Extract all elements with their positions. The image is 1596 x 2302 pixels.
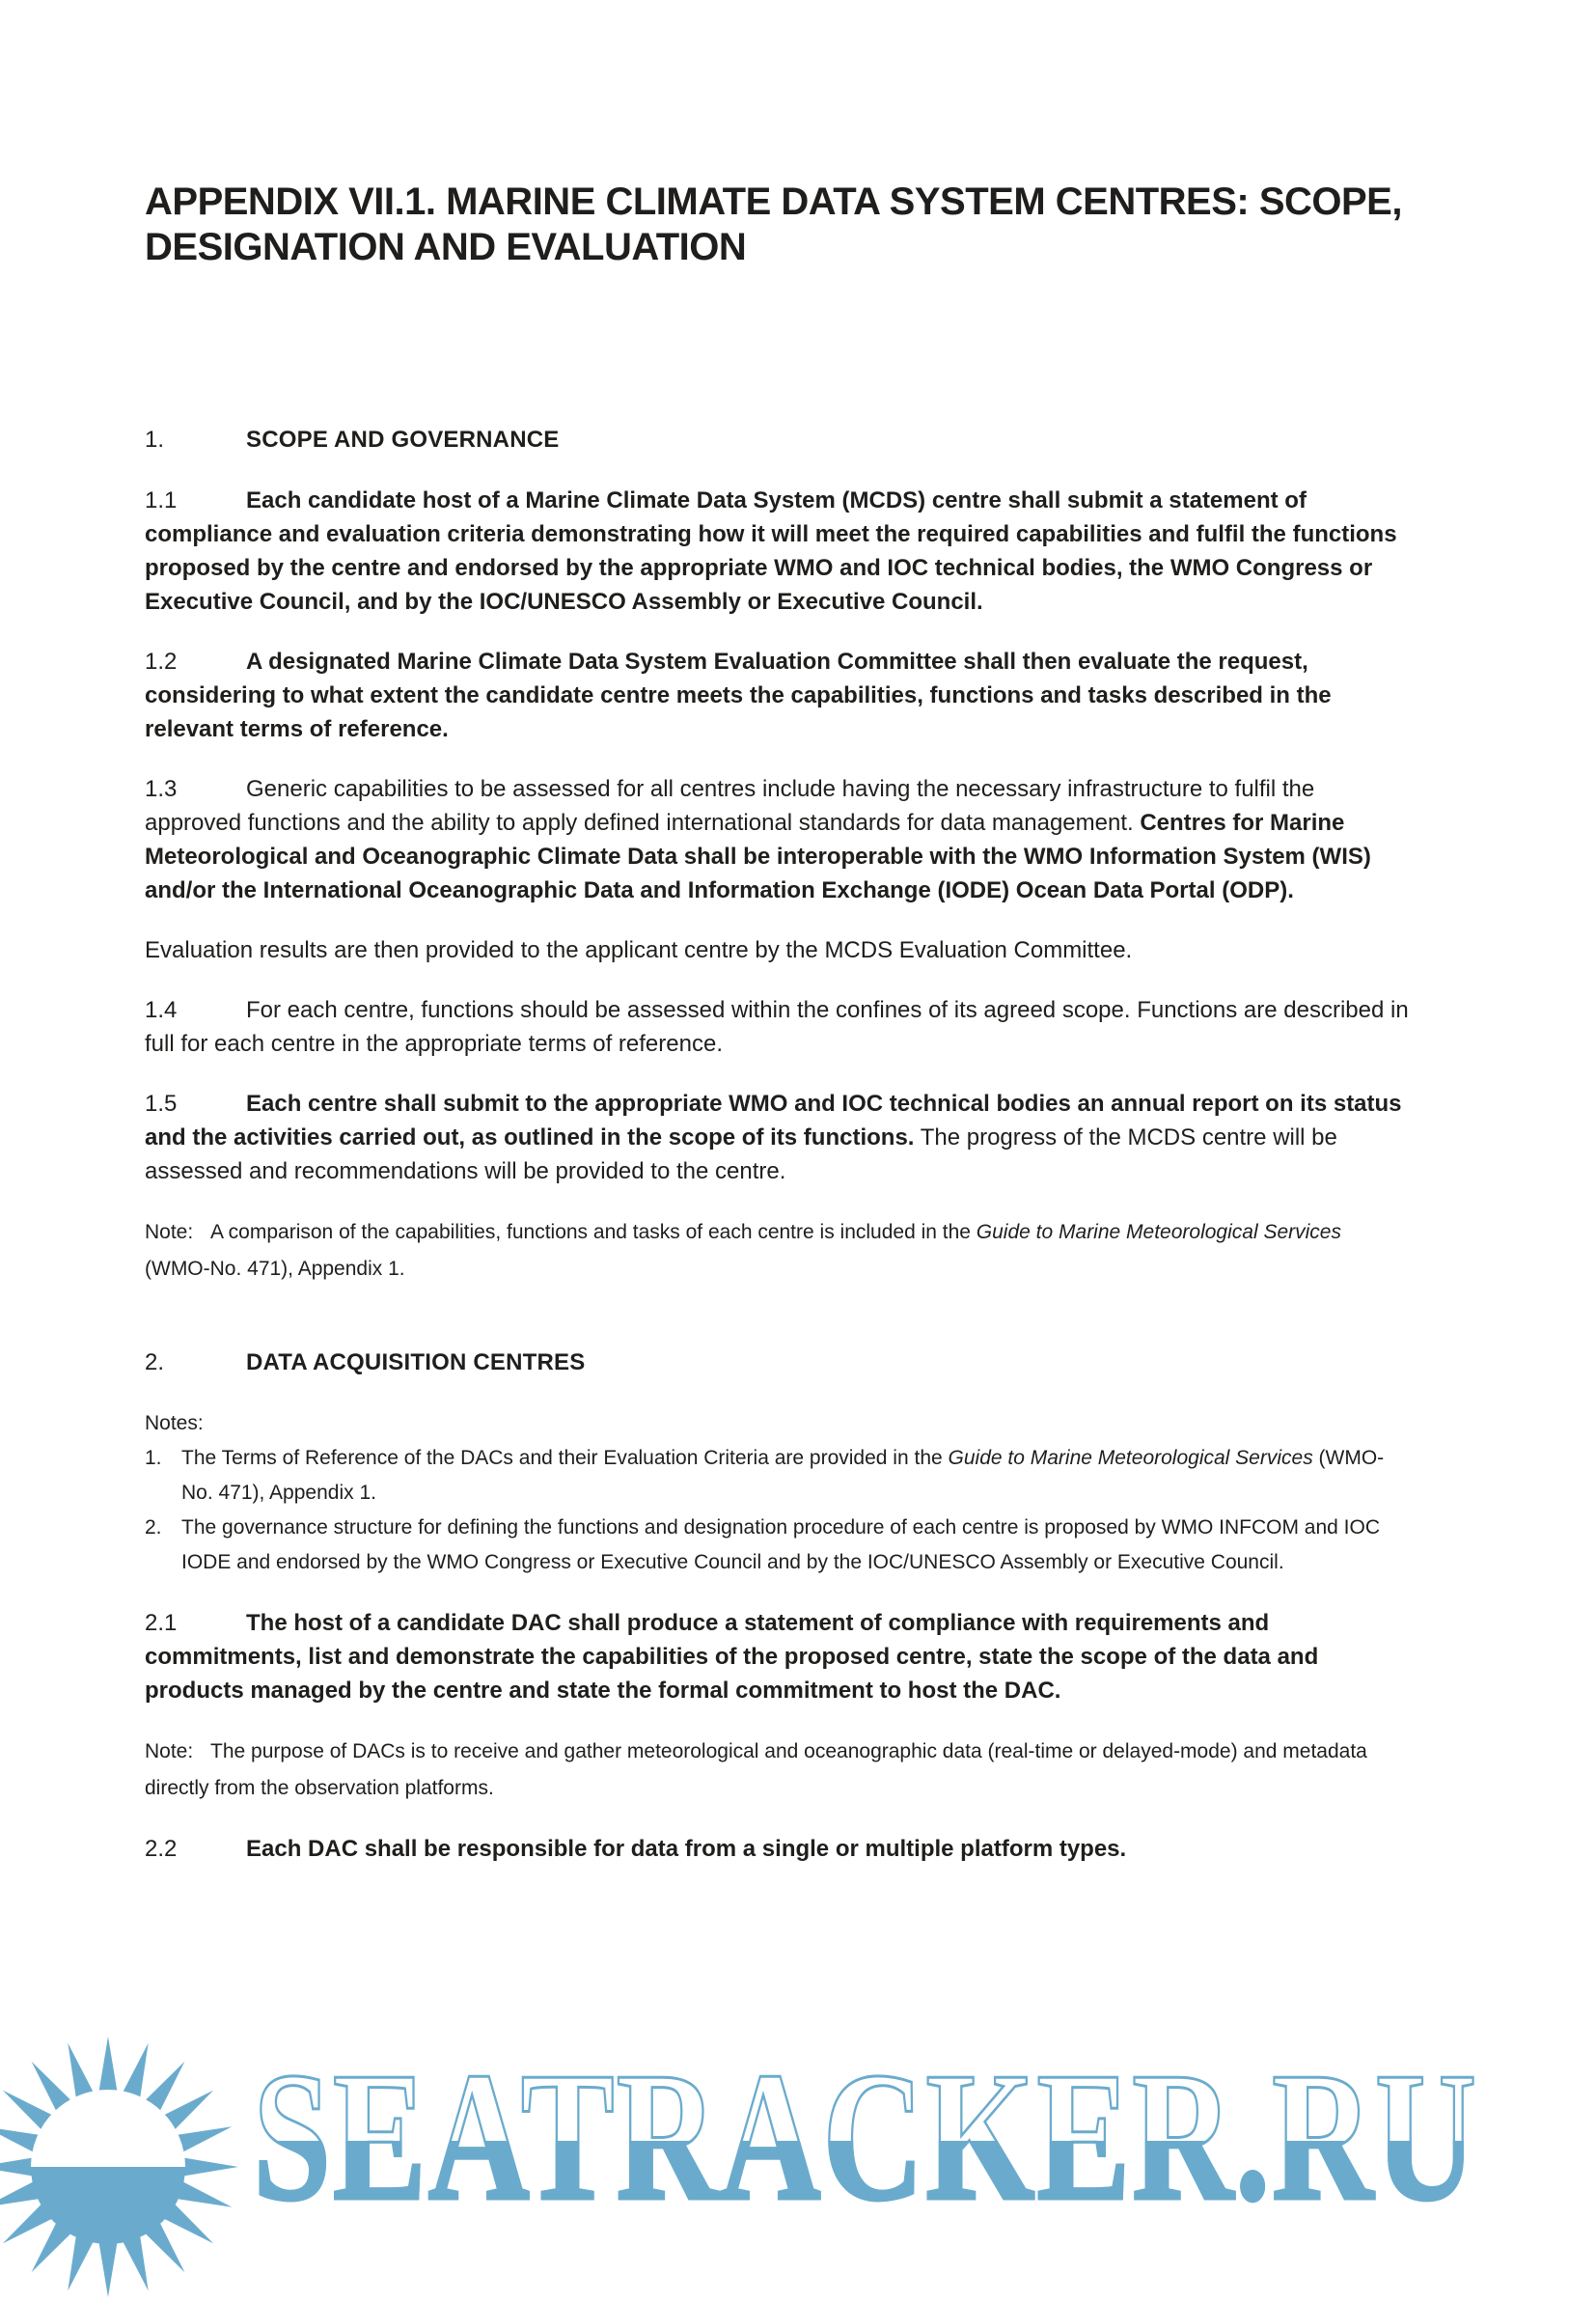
numbered-paragraph [145,1606,1409,1707]
text-run: A comparison of the capabilities, functions and tasks of each centre is included in the [210,1221,977,1243]
sun-dome [31,2090,185,2167]
text-run: Guide to Marine Meteorological Services [948,1447,1313,1469]
document-content [145,180,1409,1892]
text-run: The governance structure for defining the functions and designation procedure of each centre is proposed by WMO INFCOM and IOC IODE and endorsed by the WMO Congress or Executive Council and by the IOC/UNESCO Assembly or Executive Council. [181,1516,1380,1573]
notes-list-item [145,1441,1409,1511]
text-run: Each candidate host of a Marine Climate Data System (MCDS) centre shall submit a statement of compliance and evaluation criteria demonstrating how it will meet the required capabilities and fulfil the functions proposed by the centre and endorsed by the appropriate WMO and IOC technical bodies, the WMO Congress or Executive Council, and by the IOC/UNESCO Assembly or Executive Council. [145,487,1397,615]
paragraph-number: 1.3 [145,776,178,802]
text-run: Each centre shall submit to the appropriate WMO and IOC technical bodies an annual report on its status and the activities carried out, as outlined in the scope of its functions. [145,1091,1402,1151]
note-label: Note: [145,1740,194,1762]
section-heading [145,423,1409,457]
document-blocks [145,423,1409,1866]
sun-icon [0,2032,243,2302]
text-run: The purpose of DACs is to receive and gather meteorological and oceanographic data (real-time or delayed-mode) and metadata directly from the observation platforms. [145,1740,1367,1799]
text-run: The host of a candidate DAC shall produce a statement of compliance with requirements and commitments, list and demonstrate the capabilities of the proposed centre, state the scope of the data and products managed by the centre and state the formal commitment to host the DAC. [145,1610,1319,1704]
text-run: (WMO-No. 471), Appendix 1. [181,1447,1385,1504]
text-run: The Terms of Reference of the DACs and their Evaluation Criteria are provided in the [181,1447,949,1469]
text-run: A designated Marine Climate Data System Evaluation Committee shall then evaluate the request, considering to what extent the candidate centre meets the capabilities, functions and tasks described in the relevant terms of reference. [145,649,1332,742]
paragraph-number: 1.2 [145,649,178,675]
section-heading [145,1345,1409,1379]
text-run: Guide to Marine Meteorological Services [976,1221,1341,1243]
paragraph-number: 2.1 [145,1610,178,1636]
paragraph [145,933,1409,967]
numbered-paragraph [145,484,1409,619]
note-paragraph [145,1214,1409,1288]
notes-item-number: 2. [145,1516,162,1539]
page-title [145,180,1409,270]
numbered-paragraph [145,1087,1409,1188]
numbered-paragraph [145,993,1409,1061]
sun-burst [0,2037,238,2297]
text-run: The progress of the MCDS centre will be assessed and recommendations will be provided to the centre. [145,1124,1337,1184]
notes-item-number: 1. [145,1447,162,1469]
numbered-paragraph [145,772,1409,907]
notes-list-item [145,1511,1409,1580]
page-title-line-1: APPENDIX VII.1. MARINE CLIMATE DATA SYSTEM CENTRES: SCOPE, [145,180,1402,223]
paragraph-number: 1.4 [145,997,178,1023]
section-number: 2. [145,1349,165,1375]
text-run: Evaluation results are then provided to the applicant centre by the MCDS Evaluation Committee. [145,937,1133,963]
text-run: Centres for Marine Meteorological and Oceanographic Climate Data shall be interoperable with the WMO Information System (WIS) and/or the International Oceanographic Data and Information Exchange (IODE) Ocean Data Portal (ODP). [145,810,1371,903]
note-paragraph [145,1733,1409,1807]
text-run: For each centre, functions should be assessed within the confines of its agreed scope. Functions are described in full for each centre in the appropriate terms of reference. [145,997,1409,1057]
text-run: Generic capabilities to be assessed for all centres include having the necessary infrastructure to fulfil the approved functions and the ability to apply defined international standards for data management. [145,776,1315,836]
numbered-paragraph [145,645,1409,746]
section-heading-text: SCOPE AND GOVERNANCE [246,427,560,453]
section-heading-text: DATA ACQUISITION CENTRES [246,1349,586,1375]
paragraph-number: 2.2 [145,1836,178,1862]
paragraph-number: 1.1 [145,487,178,513]
numbered-paragraph [145,1832,1409,1866]
note-label: Note: [145,1221,194,1243]
text-run: (WMO-No. 471), Appendix 1. [145,1258,405,1280]
watermark-text: SEATRACKER.RU [253,2034,1478,2239]
section-number: 1. [145,427,165,453]
text-run: Each DAC shall be responsible for data from a single or multiple platform types. [246,1836,1127,1862]
paragraph-number: 1.5 [145,1091,178,1117]
page-title-line-2: DESIGNATION AND EVALUATION [145,226,747,268]
notes-list [145,1441,1409,1580]
sun-lower-half [31,2167,185,2244]
notes-heading: Notes: [145,1412,204,1434]
